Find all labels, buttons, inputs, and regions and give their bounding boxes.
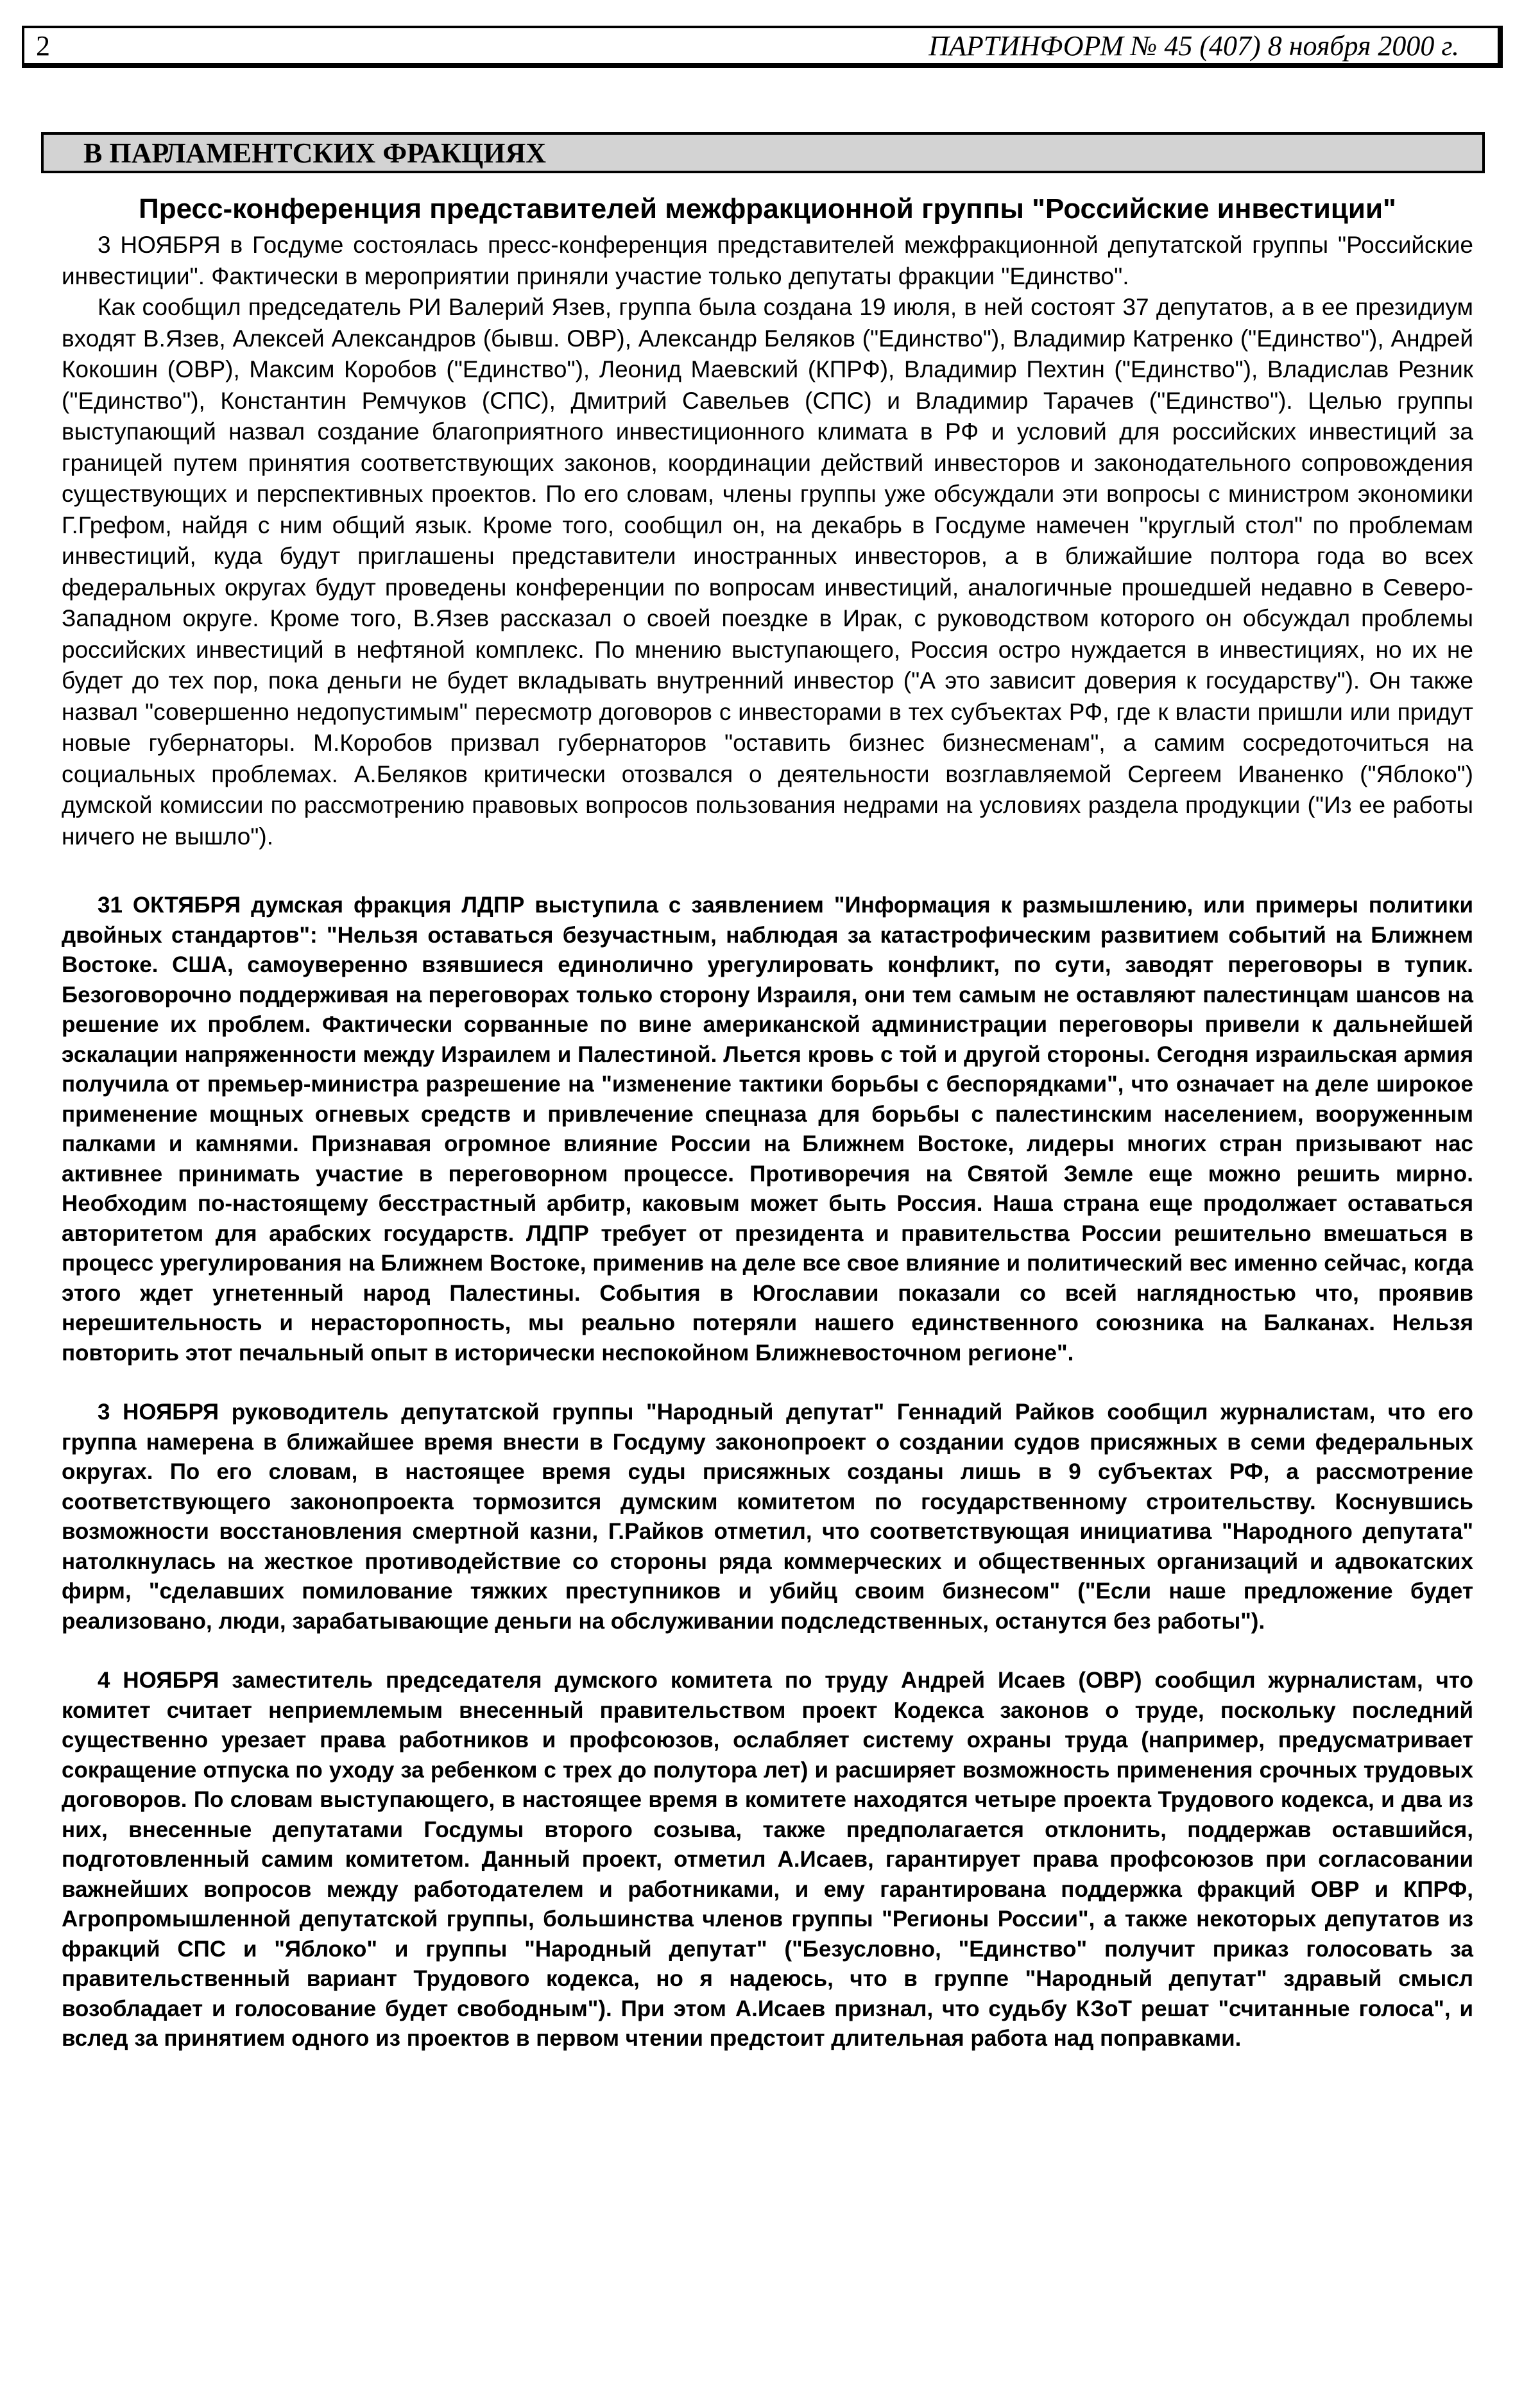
section-title: В ПАРЛАМЕНТСКИХ ФРАКЦИЯХ: [83, 137, 547, 169]
section-banner: [41, 132, 1485, 173]
news-item: 31 ОКТЯБРЯ думская фракция ЛДПР выступила с заявлением "Информация к размышлению, или примеры политики двойных стандартов": "Нельзя оставаться безучастным, наблюдая за катастрофическим развитием событий на Ближнем Востоке. США, самоуверенно взявшиеся единолично урегулировать конфликт, по сути, заводят переговоры в тупик. Безоговорочно поддерживая на переговорах только сторону Израиля, они тем самым не оставляют палестинцам шансов на решение их проблем. Фактически сорванные по вине американской администрации переговоры привели к дальнейшей эскалации напряженности между Израилем и Палестиной. Льется кровь с той и другой стороны. Сегодня израильская армия получила от премьер-министра разрешение на "изменение тактики борьбы с беспорядками", что означает на деле широкое применение мощных огневых средств и привлечение спецназа для борьбы с палестинским населением, вооруженным палками и камнями. Признавая огромное влияние России на Ближнем Востоке, лидеры многих стран призывают нас активнее принимать участие в переговорном процессе. Противоречия на Святой Земле еще можно решить мирно. Необходим по-настоящему бесстрастный арбитр, каковым может быть Россия. Наша страна еще продолжает оставаться авторитетом для арабских государств. ЛДПР требует от президента и правительства России решительно вмешаться в процесс урегулирования на Ближнем Востоке, применив на деле все свое влияние и политический вес именно сейчас, когда этого ждет угнетенный народ Палестины. События в Югославии показали со всей наглядностью что, проявив нерешительность и нерасторопность, мы реально потеряли нашего единственного союзника на Балканах. Нельзя повторить этот печальный опыт в исторически неспокойном Ближневосточном регионе".: [62, 893, 1473, 1366]
article-headline: Пресс-конференция представителей межфракционной группы "Российские инвестиции": [139, 193, 1396, 225]
article-paragraph: Как сообщил председатель РИ Валерий Язев, группа была создана 19 июля, в ней состоят 37 депутатов, а в ее президиум входят В.Язев, Алексей Александров (бывш. ОВР), Александр Беляков ("Единство"), Владимир Катренко ("Единство"), Андрей Кокошин (ОВР), Максим Коробов ("Единство"), Леонид Маевский (КПРФ), Владимир Пехтин ("Единство"), Владислав Резник ("Единство"), Константин Ремчуков (СПС), Дмитрий Савельев (СПС) и Владимир Тарачев ("Единство"). Целью группы выступающий назвал создание благоприятного инвестиционного климата в РФ и условий для российских инвестиций за границей путем принятия соответствующих законов, координации действий инвесторов и законодательного сопровождения существующих и перспективных проектов. По его словам, члены группы уже обсуждали эти вопросы с министром экономики Г.Грефом, найдя с ним общий язык. Кроме того, сообщил он, на декабрь в Госдуме намечен "круглый стол" по проблемам инвестиций, куда будут приглашены представители иностранных инвесторов, а в ближайшие полтора года во всех федеральных округах будут проведены конференции по вопросам инвестиций, аналогичные прошедшей недавно в Северо-Западном округе. Кроме того, В.Язев рассказал о своей поездке в Ирак, с руководством которого он обсуждал проблемы российских инвестиций в нефтяной комплекс. По мнению выступающего, Россия остро нуждается в инвестициях, но их не будет до тех пор, пока деньги не будет вкладывать внутренний инвестор ("А это зависит доверия к государству"). Он также назвал "совершенно недопустимым" пересмотр договоров с инвесторами в тех субъектах РФ, где к власти пришли или придут новые губернаторы. М.Коробов призвал губернаторов "оставить бизнес бизнесменам", а самим сосредоточиться на социальных проблемах. А.Беляков критически отозвался о деятельности возглавляемой Сергеем Иваненко ("Яблоко") думской комиссии по рассмотрению правовых вопросов пользования недрами на условиях раздела продукции ("Из ее работы ничего не вышло").: [62, 294, 1473, 850]
issue-info: ПАРТИНФОРМ № 45 (407) 8 ноября 2000 г.: [928, 30, 1459, 62]
article-paragraph: 3 НОЯБРЯ в Госдуме состоялась пресс-конференция представителей межфракционной депутатской группы "Российские инвестиции". Фактически в мероприятии приняли участие только депутаты фракции "Единство".: [62, 232, 1473, 289]
page-content: [62, 190, 1473, 2054]
page-number: 2: [36, 30, 50, 62]
news-item: 3 НОЯБРЯ руководитель депутатской группы "Народный депутат" Геннадий Райков сообщил журналистам, что его группа намерена в ближайшее время внести в Госдуму законопроект о создании судов присяжных в семи федеральных округах. По его словам, в настоящее время суды присяжных созданы лишь в 9 субъектах РФ, а рассмотрение соответствующего законопроекта тормозится думским комитетом по государственному строительству. Коснувшись возможности восстановления смертной казни, Г.Райков отметил, что соответствующая инициатива "Народного депутата" натолкнулась на жесткое противодействие со стороны ряда коммерческих и общественных организаций и адвокатских фирм, "сделавших помилование тяжких преступников и убийц своим бизнесом" ("Если наше предложение будет реализовано, люди, зарабатывающие деньги на обслуживании подследственных, останутся без работы").: [62, 1400, 1473, 1634]
news-item: 4 НОЯБРЯ заместитель председателя думского комитета по труду Андрей Исаев (ОВР) сообщил журналистам, что комитет считает неприемлемым внесенный правительством проект Кодекса законов о труде, поскольку последний существенно урезает права работников и профсоюзов, ослабляет систему охраны труда (например, предусматривает сокращение отпуска по уходу за ребенком с трех до полутора лет) и расширяет возможность применения срочных трудовых договоров. По словам выступающего, в настоящее время в комитете находятся четыре проекта Трудового кодекса, и два из них, внесенные депутатами Госдумы второго созыва, также предполагается отклонить, поддержав оставшийся, подготовленный самим комитетом. Данный проект, отметил А.Исаев, гарантирует права профсоюзов при согласовании важнейших вопросов между работодателем и работниками, и ему гарантирована поддержка фракций ОВР и КПРФ, Агропромышленной депутатской группы, большинства членов группы "Регионы России", а также некоторых депутатов из фракций СПС и "Яблоко" и группы "Народный депутат" ("Безусловно, "Единство" получит приказ голосовать за правительственный вариант Трудового кодекса, но я надеюсь, что в группе "Народный депутат" здравый смысл возобладает и голосование будет свободным"). При этом А.Исаев признал, что судьбу КЗоТ решат "считанные голоса", и вслед за принятием одного из проектов в первом чтении предстоит длительная работа над поправками.: [62, 1668, 1473, 2051]
page-header: [22, 26, 1503, 68]
